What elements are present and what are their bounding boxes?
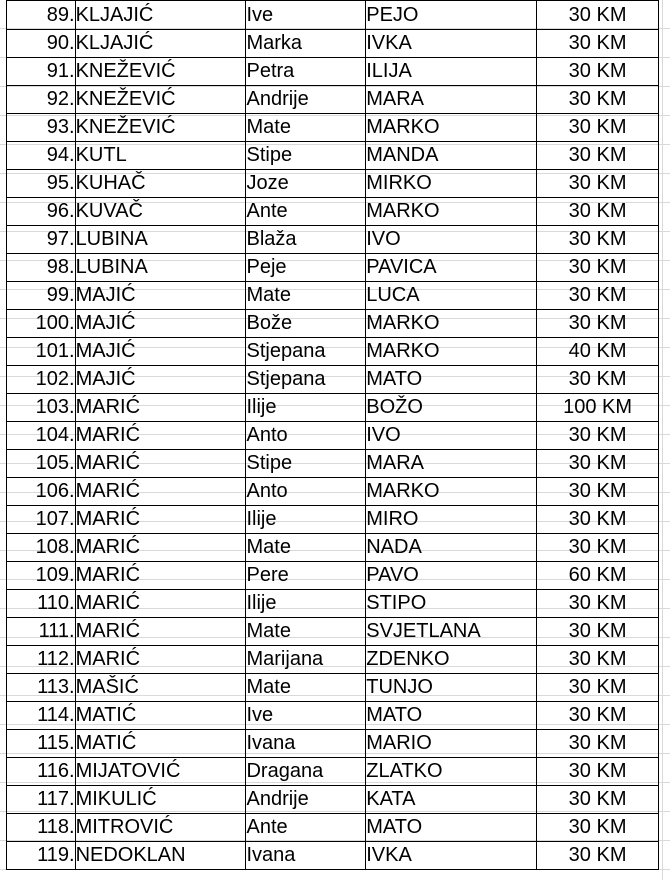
father-name-cell[interactable]: Mate — [246, 282, 366, 310]
first-name-cell[interactable]: PEJO — [366, 1, 537, 30]
row-number-cell[interactable]: 103. — [7, 394, 76, 422]
amount-cell[interactable]: 30 KM — [537, 814, 659, 842]
amount-cell[interactable]: 30 KM — [537, 310, 659, 338]
amount-cell[interactable]: 60 KM — [537, 562, 659, 590]
father-name-cell[interactable]: Mate — [246, 534, 366, 562]
row-number-cell[interactable]: 114. — [7, 702, 76, 730]
table-row — [7, 618, 659, 646]
table-row — [7, 534, 659, 562]
table-row — [7, 282, 659, 310]
amount-cell[interactable]: 30 KM — [537, 506, 659, 534]
surname-cell[interactable]: MARIĆ — [75, 646, 246, 674]
surname-cell[interactable]: LUBINA — [75, 226, 246, 254]
surname-cell[interactable]: MATIĆ — [75, 730, 246, 758]
father-name-cell[interactable]: Ilije — [246, 506, 366, 534]
surname-cell[interactable]: MITROVIĆ — [75, 814, 246, 842]
first-name-cell[interactable]: MARA — [366, 450, 537, 478]
father-name-cell[interactable]: Stjepana — [246, 338, 366, 366]
first-name-cell[interactable]: MARKO — [366, 114, 537, 142]
amount-cell[interactable]: 30 KM — [537, 786, 659, 814]
father-name-cell[interactable]: Andrije — [246, 86, 366, 114]
row-number-cell[interactable]: 119. — [7, 842, 76, 870]
row-number-cell[interactable]: 109. — [7, 562, 76, 590]
first-name-cell[interactable]: NADA — [366, 534, 537, 562]
row-number-cell[interactable]: 105. — [7, 450, 76, 478]
table-row — [7, 226, 659, 254]
amount-cell[interactable]: 30 KM — [537, 730, 659, 758]
surname-cell[interactable]: MARIĆ — [75, 478, 246, 506]
father-name-cell[interactable]: Marka — [246, 30, 366, 58]
first-name-cell[interactable]: MATO — [366, 814, 537, 842]
surname-cell[interactable]: MAJIĆ — [75, 338, 246, 366]
row-number-cell[interactable]: 108. — [7, 534, 76, 562]
father-name-cell[interactable]: Ante — [246, 814, 366, 842]
table-row — [7, 590, 659, 618]
row-number-cell[interactable]: 100. — [7, 310, 76, 338]
table-row — [7, 478, 659, 506]
first-name-cell[interactable]: ZLATKO — [366, 758, 537, 786]
father-name-cell[interactable]: Bože — [246, 310, 366, 338]
row-number-cell[interactable]: 106. — [7, 478, 76, 506]
amount-cell[interactable]: 30 KM — [537, 226, 659, 254]
father-name-cell[interactable]: Stjepana — [246, 366, 366, 394]
first-name-cell[interactable]: MARKO — [366, 478, 537, 506]
father-name-cell[interactable]: Pere — [246, 562, 366, 590]
amount-cell[interactable]: 30 KM — [537, 30, 659, 58]
father-name-cell[interactable]: Anto — [246, 478, 366, 506]
father-name-cell[interactable]: Petra — [246, 58, 366, 86]
row-number-cell[interactable]: 92. — [7, 86, 76, 114]
table-row — [7, 646, 659, 674]
first-name-cell[interactable]: SVJETLANA — [366, 618, 537, 646]
first-name-cell[interactable]: IVKA — [366, 842, 537, 870]
table-row — [7, 58, 659, 86]
father-name-cell[interactable]: Peje — [246, 254, 366, 282]
first-name-cell[interactable]: IVKA — [366, 30, 537, 58]
row-number-cell[interactable]: 112. — [7, 646, 76, 674]
table-row — [7, 394, 659, 422]
donor-table — [6, 0, 659, 870]
father-name-cell[interactable]: Ilije — [246, 394, 366, 422]
surname-cell[interactable]: KLJAJIĆ — [75, 1, 246, 30]
row-number-cell[interactable]: 93. — [7, 114, 76, 142]
first-name-cell[interactable]: IVO — [366, 422, 537, 450]
amount-cell[interactable]: 30 KM — [537, 702, 659, 730]
table-row — [7, 674, 659, 702]
father-name-cell[interactable]: Stipe — [246, 450, 366, 478]
surname-cell[interactable]: LUBINA — [75, 254, 246, 282]
table-row — [7, 338, 659, 366]
father-name-cell[interactable]: Stipe — [246, 142, 366, 170]
surname-cell[interactable]: MIJATOVIĆ — [75, 758, 246, 786]
gridline — [662, 0, 663, 880]
amount-cell[interactable]: 30 KM — [537, 86, 659, 114]
surname-cell[interactable]: MARIĆ — [75, 562, 246, 590]
father-name-cell[interactable]: Ilije — [246, 590, 366, 618]
amount-cell[interactable]: 30 KM — [537, 198, 659, 226]
surname-cell[interactable]: MARIĆ — [75, 618, 246, 646]
amount-cell[interactable]: 30 KM — [537, 58, 659, 86]
father-name-cell[interactable]: Ante — [246, 198, 366, 226]
row-number-cell[interactable]: 113. — [7, 674, 76, 702]
amount-cell[interactable]: 30 KM — [537, 842, 659, 870]
first-name-cell[interactable]: MARKO — [366, 338, 537, 366]
first-name-cell[interactable]: TUNJO — [366, 674, 537, 702]
father-name-cell[interactable]: Anto — [246, 422, 366, 450]
amount-cell[interactable]: 30 KM — [537, 618, 659, 646]
father-name-cell[interactable]: Blaža — [246, 226, 366, 254]
father-name-cell[interactable]: Ivana — [246, 842, 366, 870]
father-name-cell[interactable]: Andrije — [246, 786, 366, 814]
amount-cell[interactable]: 30 KM — [537, 422, 659, 450]
first-name-cell[interactable]: MARIO — [366, 730, 537, 758]
first-name-cell[interactable]: MARA — [366, 86, 537, 114]
amount-cell[interactable]: 40 KM — [537, 338, 659, 366]
amount-cell[interactable]: 30 KM — [537, 142, 659, 170]
table-row — [7, 366, 659, 394]
row-number-cell[interactable]: 95. — [7, 170, 76, 198]
father-name-cell[interactable]: Marijana — [246, 646, 366, 674]
table-row — [7, 730, 659, 758]
surname-cell[interactable]: MARIĆ — [75, 506, 246, 534]
surname-cell[interactable]: MAŠIĆ — [75, 674, 246, 702]
amount-cell[interactable]: 30 KM — [537, 114, 659, 142]
first-name-cell[interactable]: ILIJA — [366, 58, 537, 86]
first-name-cell[interactable]: MARKO — [366, 310, 537, 338]
father-name-cell[interactable]: Mate — [246, 114, 366, 142]
first-name-cell[interactable]: MIRKO — [366, 170, 537, 198]
table-row — [7, 170, 659, 198]
first-name-cell[interactable]: LUCA — [366, 282, 537, 310]
table-body — [7, 1, 659, 870]
amount-cell[interactable]: 30 KM — [537, 674, 659, 702]
surname-cell[interactable]: KUVAČ — [75, 198, 246, 226]
surname-cell[interactable]: KNEŽEVIĆ — [75, 58, 246, 86]
amount-cell[interactable]: 30 KM — [537, 534, 659, 562]
father-name-cell[interactable]: Ivana — [246, 730, 366, 758]
row-number-cell[interactable]: 99. — [7, 282, 76, 310]
table-row — [7, 450, 659, 478]
row-number-cell[interactable]: 116. — [7, 758, 76, 786]
surname-cell[interactable]: MARIĆ — [75, 422, 246, 450]
row-number-cell[interactable]: 98. — [7, 254, 76, 282]
row-number-cell[interactable]: 91. — [7, 58, 76, 86]
table-row — [7, 86, 659, 114]
father-name-cell[interactable]: Mate — [246, 618, 366, 646]
table-row — [7, 142, 659, 170]
first-name-cell[interactable]: MIRO — [366, 506, 537, 534]
amount-cell[interactable]: 30 KM — [537, 478, 659, 506]
amount-cell[interactable]: 30 KM — [537, 450, 659, 478]
row-number-cell[interactable]: 117. — [7, 786, 76, 814]
first-name-cell[interactable]: STIPO — [366, 590, 537, 618]
first-name-cell[interactable]: ZDENKO — [366, 646, 537, 674]
father-name-cell[interactable]: Joze — [246, 170, 366, 198]
first-name-cell[interactable]: PAVICA — [366, 254, 537, 282]
row-number-cell[interactable]: 101. — [7, 338, 76, 366]
row-number-cell[interactable]: 102. — [7, 366, 76, 394]
surname-cell[interactable]: KNEŽEVIĆ — [75, 114, 246, 142]
surname-cell[interactable]: KNEŽEVIĆ — [75, 86, 246, 114]
amount-cell[interactable]: 30 KM — [537, 282, 659, 310]
table-row — [7, 198, 659, 226]
row-number-cell[interactable]: 107. — [7, 506, 76, 534]
table-row — [7, 310, 659, 338]
first-name-cell[interactable]: BOŽO — [366, 394, 537, 422]
surname-cell[interactable]: MARIĆ — [75, 534, 246, 562]
surname-cell[interactable]: MARIĆ — [75, 450, 246, 478]
father-name-cell[interactable]: Ive — [246, 1, 366, 30]
father-name-cell[interactable]: Ive — [246, 702, 366, 730]
row-number-cell[interactable]: 89. — [7, 1, 76, 30]
surname-cell[interactable]: MAJIĆ — [75, 310, 246, 338]
father-name-cell[interactable]: Dragana — [246, 758, 366, 786]
table-row — [7, 114, 659, 142]
table-row — [7, 702, 659, 730]
amount-cell[interactable]: 30 KM — [537, 254, 659, 282]
surname-cell[interactable]: KLJAJIĆ — [75, 30, 246, 58]
amount-cell[interactable]: 100 KM — [537, 394, 659, 422]
row-number-cell[interactable]: 97. — [7, 226, 76, 254]
table-row — [7, 506, 659, 534]
table-row — [7, 814, 659, 842]
surname-cell[interactable]: MATIĆ — [75, 702, 246, 730]
first-name-cell[interactable]: KATA — [366, 786, 537, 814]
table-row — [7, 422, 659, 450]
row-number-cell[interactable]: 90. — [7, 30, 76, 58]
table-row — [7, 254, 659, 282]
row-number-cell[interactable]: 115. — [7, 730, 76, 758]
table-row — [7, 842, 659, 870]
row-number-cell[interactable]: 94. — [7, 142, 76, 170]
row-number-cell[interactable]: 96. — [7, 198, 76, 226]
surname-cell[interactable]: NEDOKLAN — [75, 842, 246, 870]
surname-cell[interactable]: MAJIĆ — [75, 282, 246, 310]
amount-cell[interactable]: 30 KM — [537, 590, 659, 618]
amount-cell[interactable]: 30 KM — [537, 366, 659, 394]
first-name-cell[interactable]: MARKO — [366, 198, 537, 226]
surname-cell[interactable]: MARIĆ — [75, 590, 246, 618]
first-name-cell[interactable]: MATO — [366, 366, 537, 394]
table-row — [7, 562, 659, 590]
table-row — [7, 786, 659, 814]
amount-cell[interactable]: 30 KM — [537, 170, 659, 198]
row-number-cell[interactable]: 104. — [7, 422, 76, 450]
table-row — [7, 758, 659, 786]
first-name-cell[interactable]: IVO — [366, 226, 537, 254]
first-name-cell[interactable]: MANDA — [366, 142, 537, 170]
table-row — [7, 1, 659, 30]
father-name-cell[interactable]: Mate — [246, 674, 366, 702]
amount-cell[interactable]: 30 KM — [537, 646, 659, 674]
row-number-cell[interactable]: 110. — [7, 590, 76, 618]
surname-cell[interactable]: MIKULIĆ — [75, 786, 246, 814]
first-name-cell[interactable]: PAVO — [366, 562, 537, 590]
surname-cell[interactable]: MARIĆ — [75, 394, 246, 422]
row-number-cell[interactable]: 118. — [7, 814, 76, 842]
amount-cell[interactable]: 30 KM — [537, 758, 659, 786]
surname-cell[interactable]: KUHAČ — [75, 170, 246, 198]
row-number-cell[interactable]: 111. — [7, 618, 76, 646]
surname-cell[interactable]: MAJIĆ — [75, 366, 246, 394]
amount-cell[interactable]: 30 KM — [537, 1, 659, 30]
surname-cell[interactable]: KUTL — [75, 142, 246, 170]
first-name-cell[interactable]: MATO — [366, 702, 537, 730]
table-row — [7, 30, 659, 58]
